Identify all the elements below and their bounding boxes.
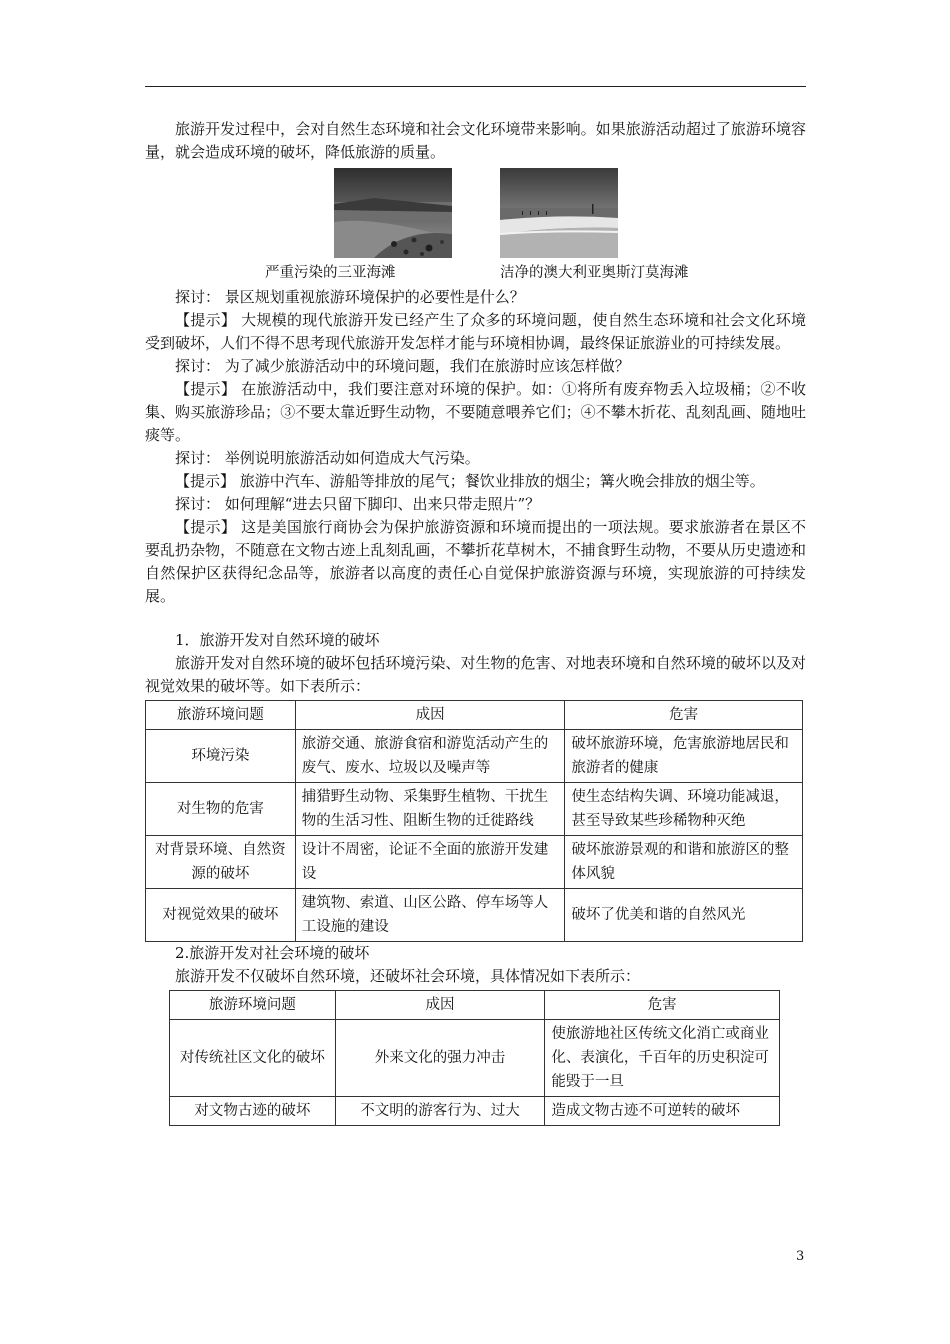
discussion-question: 探讨： 景区规划重视旅游环境保护的必要性是什么？ [175, 288, 525, 306]
table-header-cell: 成因 [295, 701, 565, 730]
table-header-cell: 危害 [565, 701, 803, 730]
table-cell: 对文物古迹的破坏 [170, 1097, 336, 1126]
table-row [146, 783, 803, 836]
intro-paragraph: 旅游开发过程中，会对自然生态环境和社会文化环境带来影响。如果旅游活动超过了旅游环境容量，就会造成环境的破坏，降低旅游的质量。 [145, 120, 806, 161]
table-cell: 设计不周密，论证不全面的旅游开发建设 [295, 836, 565, 889]
hint-answer: 【提示】 大规模的现代旅游开发已经产生了众多的环境问题，使自然生态环境和社会文化环境受到破坏，人们不得不思考现代旅游开发怎样才能与环境相协调，最终保证旅游业的可持续发展。 [145, 311, 806, 352]
hint-answer: 【提示】 这是美国旅行商协会为保护旅游资源和环境而提出的一项法规。要求旅游者在景区不要乱扔杂物，不随意在文物古迹上乱刻乱画，不攀折花草树木，不捕食野生动物，不要从历史遗迹和自然保护区获得纪念品等，旅游者以高度的责任心自觉保护旅游资源与环境，实现旅游的可持续发展。 [145, 518, 806, 605]
table-cell: 外来文化的强力冲击 [335, 1020, 545, 1097]
section-heading: 2.旅游开发对社会环境的破坏 [175, 944, 370, 962]
table-header-cell: 旅游环境问题 [146, 701, 296, 730]
table-row [170, 1020, 780, 1097]
table-cell: 对背景环境、自然资源的破坏 [146, 836, 296, 889]
section-intro: 旅游开发不仅破坏自然环境，还破坏社会环境，具体情况如下表所示： [175, 967, 641, 985]
section-intro: 旅游开发对自然环境的破坏包括环境污染、对生物的危害、对地表环境和自然环境的破坏以及对视觉效果的破坏等。如下表所示： [145, 654, 806, 695]
table-cell: 破坏旅游景观的和谐和旅游区的整体风貌 [565, 836, 803, 889]
table-row [146, 836, 803, 889]
table-row [170, 1097, 780, 1126]
table-row [146, 889, 803, 942]
table-header-cell: 旅游环境问题 [170, 991, 336, 1020]
table-cell: 对传统社区文化的破坏 [170, 1020, 336, 1097]
social-environment-table [169, 990, 780, 1126]
table-cell: 破坏旅游环境，危害旅游地居民和旅游者的健康 [565, 730, 803, 783]
table-cell: 破坏了优美和谐的自然风光 [565, 889, 803, 942]
table-cell: 使旅游地社区传统文化消亡或商业化、表演化，千百年的历史积淀可能毁于一旦 [545, 1020, 780, 1097]
polluted-beach-photo [334, 168, 452, 258]
table-header-cell: 成因 [335, 991, 545, 1020]
page-number: 3 [796, 1249, 805, 1264]
table-cell: 不文明的游客行为、过大 [335, 1097, 545, 1126]
table-cell: 使生态结构失调、环境功能减退，甚至导致某些珍稀物种灭绝 [565, 783, 803, 836]
table-cell: 对视觉效果的破坏 [146, 889, 296, 942]
table-cell: 造成文物古迹不可逆转的破坏 [545, 1097, 780, 1126]
table-header-cell: 危害 [545, 991, 780, 1020]
photo-caption: 严重污染的三亚海滩 [265, 265, 396, 281]
natural-environment-table [145, 700, 803, 942]
table-cell: 建筑物、索道、山区公路、停车场等人工设施的建设 [295, 889, 565, 942]
hint-answer: 【提示】 旅游中汽车、游船等排放的尾气；餐饮业排放的烟尘；篝火晚会排放的烟尘等。 [175, 472, 765, 490]
table-cell: 捕猎野生动物、采集野生植物、干扰生物的生活习性、阻断生物的迁徙路线 [295, 783, 565, 836]
table-header-row [170, 991, 780, 1020]
photo-caption: 洁净的澳大利亚奥斯汀莫海滩 [500, 265, 689, 281]
discussion-question: 探讨： 如何理解“进去只留下脚印、出来只带走照片”？ [175, 495, 541, 513]
hint-answer: 【提示】 在旅游活动中，我们要注意对环境的保护。如：①将所有废弃物丢入垃圾桶；②不收集、购买旅游珍品；③不要太靠近野生动物，不要随意喂养它们；④不攀木折花、乱刻乱画、随地吐痰等。 [145, 380, 806, 444]
discussion-question: 探讨： 举例说明旅游活动如何造成大气污染。 [175, 449, 480, 467]
page-content [145, 118, 806, 1126]
table-header-row [146, 701, 803, 730]
header-rule [145, 86, 806, 87]
discussion-question: 探讨： 为了减少旅游活动中的环境问题，我们在旅游时应该怎样做？ [175, 357, 630, 375]
table-cell: 旅游交通、旅游食宿和游览活动产生的废气、废水、垃圾以及噪声等 [295, 730, 565, 783]
section-heading: 1．旅游开发对自然环境的破坏 [175, 631, 380, 649]
table-cell: 对生物的危害 [146, 783, 296, 836]
table-row [146, 730, 803, 783]
photo-row [145, 168, 806, 258]
photo-captions [145, 258, 806, 286]
clean-beach-photo [500, 168, 618, 258]
table-cell: 环境污染 [146, 730, 296, 783]
